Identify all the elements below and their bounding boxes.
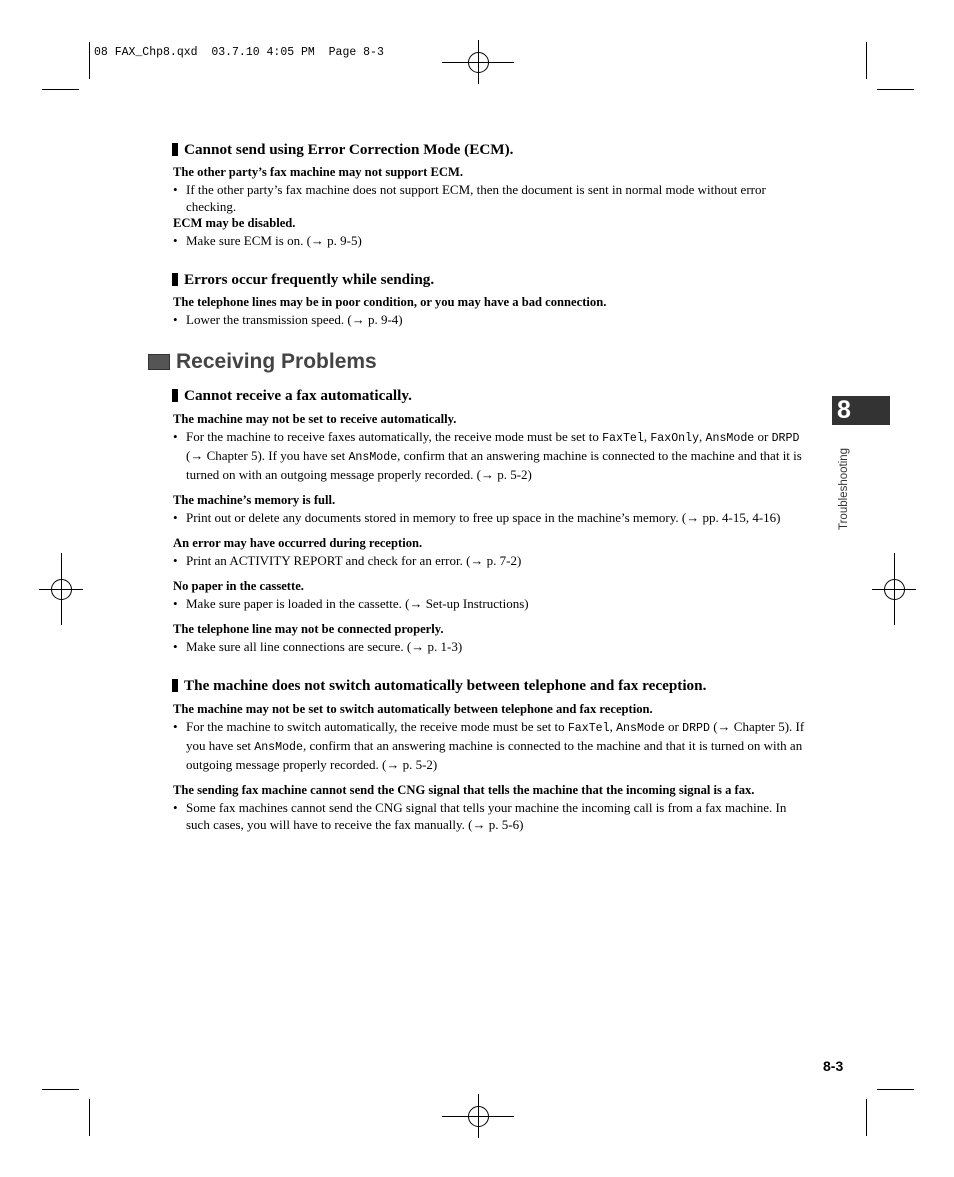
list-item: • Make sure paper is loaded in the cassette. (→ Set-up Instructions) bbox=[173, 596, 529, 611]
cause-title: The telephone lines may be in poor condition, or you may have a bad connection. bbox=[173, 295, 607, 309]
print-slug: 08 FAX_Chp8.qxd 03.7.10 4:05 PM Page 8-3 bbox=[94, 46, 384, 59]
cause-title: The machine may not be set to switch automatically between telephone and fax reception. bbox=[173, 702, 653, 716]
list-item: • If the other party’s fax machine does not support ECM, then the document is sent in normal mode without error checking. bbox=[173, 182, 766, 214]
crop-mark bbox=[866, 1099, 867, 1136]
cause-title: The machine may not be set to receive automatically. bbox=[173, 412, 457, 426]
crop-mark bbox=[42, 89, 79, 90]
cause-title: ECM may be disabled. bbox=[173, 216, 296, 230]
problem-heading: Cannot send using Error Correction Mode (ECM). bbox=[173, 140, 813, 159]
crop-mark bbox=[877, 1089, 914, 1090]
cause-title: The telephone line may not be connected properly. bbox=[173, 622, 444, 636]
cause-title: No paper in the cassette. bbox=[173, 579, 304, 593]
registration-mark bbox=[25, 553, 97, 625]
list-item: • Lower the transmission speed. (→ p. 9-4) bbox=[173, 312, 403, 327]
problem-heading: Errors occur frequently while sending. bbox=[173, 270, 813, 289]
sending-problems bbox=[173, 140, 813, 328]
registration-mark bbox=[442, 26, 514, 98]
cause-title: An error may have occurred during reception. bbox=[173, 536, 423, 550]
bullet-marker-icon bbox=[172, 143, 178, 156]
problem-heading: Cannot receive a fax automatically. bbox=[173, 386, 813, 405]
chapter-tab: 8 bbox=[832, 396, 890, 425]
crop-mark bbox=[42, 1089, 79, 1090]
crop-mark bbox=[877, 89, 914, 90]
bullet-marker-icon bbox=[172, 389, 178, 402]
cause-title: The sending fax machine cannot send the CNG signal that tells the machine that the incoming signal is a fax. bbox=[173, 783, 755, 797]
list-item: • Make sure all line connections are secure. (→ p. 1-3) bbox=[173, 639, 463, 654]
crop-mark bbox=[866, 42, 867, 79]
page-number: 8-3 bbox=[823, 1058, 844, 1074]
section-title: Receiving Problems bbox=[148, 350, 377, 374]
list-item: • For the machine to switch automatically, the receive mode must be set to FaxTel, AnsMode or DRPD (→ Chapter 5). If you have set AnsMode, confirm that an answering machine is connected to the machine and that it is turned on with an outgoing message properly recorded. (→ p. 5-2) bbox=[173, 719, 805, 772]
cause-title: The other party’s fax machine may not support ECM. bbox=[173, 165, 464, 179]
list-item: • Print an ACTIVITY REPORT and check for an error. (→ p. 7-2) bbox=[173, 553, 522, 568]
section-marker-icon bbox=[148, 354, 170, 370]
registration-mark bbox=[442, 1080, 514, 1152]
bullet-marker-icon bbox=[172, 273, 178, 286]
cause-title: The machine’s memory is full. bbox=[173, 493, 336, 507]
list-item: • Print out or delete any documents stored in memory to free up space in the machine’s memory. (→ pp. 4-15, 4-16) bbox=[173, 510, 781, 525]
list-item: • For the machine to receive faxes automatically, the receive mode must be set to FaxTel, FaxOnly, AnsMode or DRPD (→ Chapter 5). If you have set AnsMode, confirm that an answering machine is connected to the machine and that it is turned on with an outgoing message properly recorded. (→ p. 5-2) bbox=[173, 429, 802, 482]
crop-mark bbox=[89, 42, 90, 79]
problem-heading: The machine does not switch automatically between telephone and fax reception. bbox=[173, 676, 813, 695]
registration-mark bbox=[858, 553, 930, 625]
chapter-label: Troubleshooting bbox=[838, 447, 850, 530]
bullet-marker-icon bbox=[172, 679, 178, 692]
receiving-problems bbox=[173, 386, 813, 833]
list-item: • Some fax machines cannot send the CNG signal that tells your machine the incoming call is from a fax machine. In such cases, you will have to receive the fax manually. (→ p. 5-6) bbox=[173, 800, 787, 832]
list-item: • Make sure ECM is on. (→ p. 9-5) bbox=[173, 233, 362, 248]
crop-mark bbox=[89, 1099, 90, 1136]
